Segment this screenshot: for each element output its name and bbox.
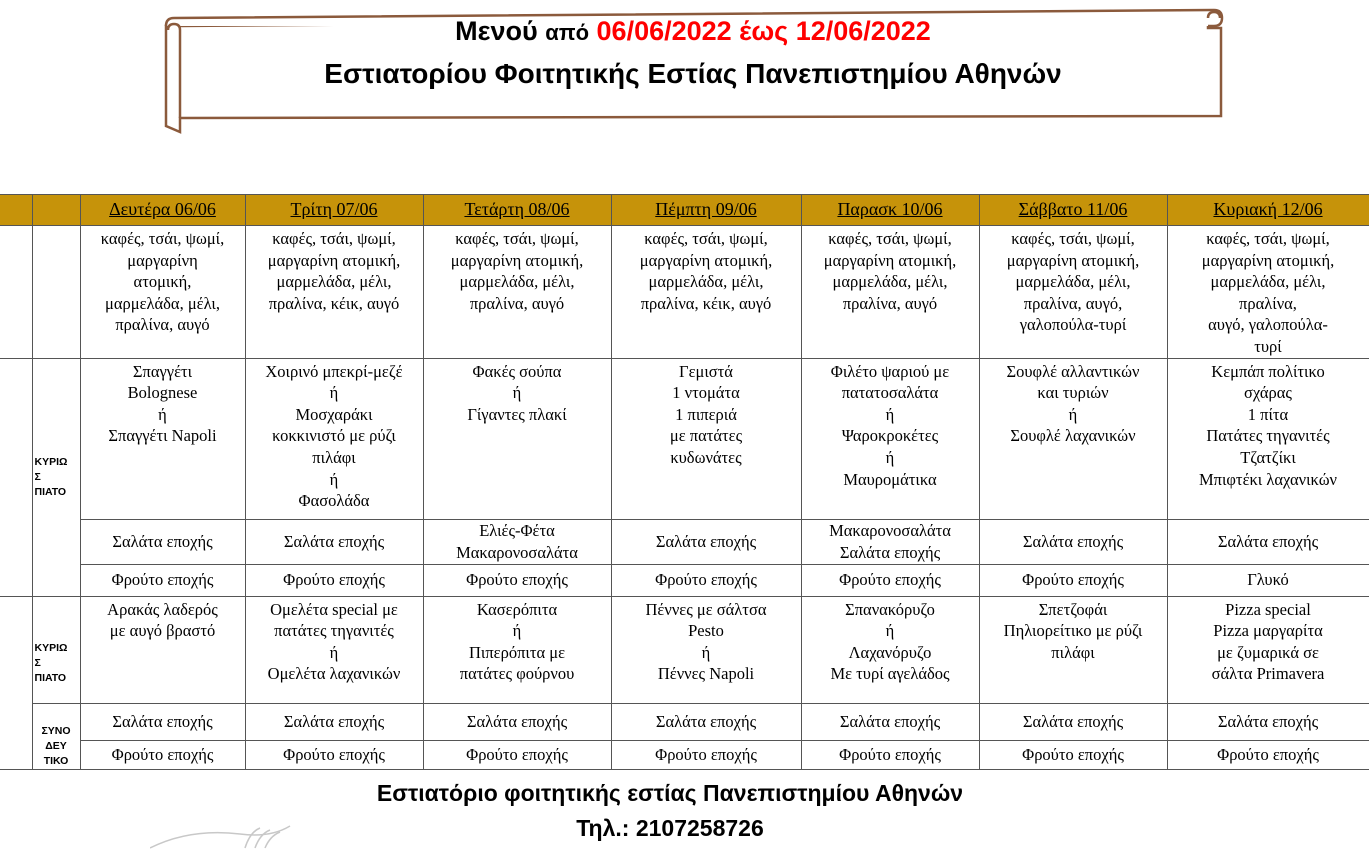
row-label-cell xyxy=(32,226,80,359)
menu-line: Γεμιστά xyxy=(679,361,733,381)
menu-cell xyxy=(1167,596,1369,703)
menu-cell xyxy=(801,519,979,564)
menu-cell xyxy=(423,226,611,359)
menu-line: ή xyxy=(329,383,339,403)
header-blank-cell xyxy=(0,195,32,226)
menu-line: πατάτες φούρνου xyxy=(459,664,575,684)
row-blank-cell xyxy=(0,226,32,359)
menu-cell xyxy=(611,226,801,359)
menu-line: σχάρας xyxy=(1244,383,1292,403)
menu-line: ατομική, xyxy=(133,272,192,292)
menu-line: μαργαρίνη ατομική, xyxy=(639,250,773,270)
menu-cell xyxy=(80,358,245,519)
restaurant-title: Εστιατορίου Φοιτητικής Εστίας Πανεπιστημίου Αθηνών xyxy=(324,58,1062,89)
header-blank-cell xyxy=(32,195,80,226)
menu-line: μαρμελάδα, μέλι, xyxy=(832,272,948,292)
breakfast-row xyxy=(0,226,1369,359)
menu-line: πραλίνα, κέικ, αυγό xyxy=(640,293,772,313)
menu-line: Μπιφτέκι λαχανικών xyxy=(1198,469,1338,489)
menu-cell xyxy=(979,358,1167,519)
menu-line: Φασολάδα xyxy=(298,491,370,511)
day-header: Τετάρτη 08/06 xyxy=(423,195,611,226)
lunch-main-row xyxy=(0,358,1369,519)
menu-line: Ψαροκροκέτες xyxy=(841,426,939,446)
dinner-main-row xyxy=(0,596,1369,703)
menu-cell: Σαλάτα εποχής xyxy=(611,703,801,741)
menu-line: Πατάτες τηγανιτές xyxy=(1206,426,1330,446)
menu-line: Σπανακόρυζο xyxy=(845,599,935,619)
menu-line: μαργαρίνη ατομική, xyxy=(1201,250,1335,270)
menu-cell xyxy=(423,358,611,519)
menu-line: μαργαρίνη ατομική, xyxy=(823,250,957,270)
menu-line: Γίγαντες πλακί xyxy=(467,404,567,424)
menu-line: Ομελέτα special με xyxy=(270,599,398,619)
menu-line: ή xyxy=(885,621,895,641)
menu-cell xyxy=(801,596,979,703)
menu-line: Pesto xyxy=(688,621,724,641)
menu-cell: Γλυκό xyxy=(1167,564,1369,596)
menu-line: πραλίνα, αυγό xyxy=(115,315,210,335)
menu-cell: Σαλάτα εποχής xyxy=(423,703,611,741)
menu-line: Σαλάτα εποχής xyxy=(283,531,385,551)
menu-line: 1 πιπεριά xyxy=(675,404,737,424)
menu-line: Σαλάτα εποχής xyxy=(112,531,213,551)
menu-line: Ομελέτα λαχανικών xyxy=(267,664,401,684)
menu-line: μαρμελάδα, μέλι, xyxy=(105,293,220,313)
menu-line: και τυριών xyxy=(1037,383,1109,403)
menu-line: πραλίνα, αυγό xyxy=(842,293,938,313)
day-header: Παρασκ 10/06 xyxy=(801,195,979,226)
menu-line: πραλίνα, xyxy=(1239,293,1297,313)
menu-line: Σαλάτα εποχής xyxy=(839,542,941,562)
menu-line: Πηλιορείτικο με ρύζι xyxy=(1003,621,1143,641)
menu-cell xyxy=(245,226,423,359)
menu-cell: Φρούτο εποχής xyxy=(979,741,1167,769)
menu-line: πατάτες τηγανιτές xyxy=(274,621,394,641)
weekly-menu-table xyxy=(0,194,1369,770)
menu-line: ή xyxy=(158,404,167,424)
menu-cell xyxy=(423,596,611,703)
menu-cell: Φρούτο εποχής xyxy=(245,564,423,596)
menu-line: Bolognese xyxy=(127,383,198,403)
menu-title: Μενού από 06/06/2022 έως 12/06/2022 xyxy=(455,16,931,46)
row-blank-cell xyxy=(0,358,32,596)
menu-cell: Φρούτο εποχής xyxy=(423,741,611,769)
menu-line: ή xyxy=(885,404,895,424)
lunch-fruit-row xyxy=(0,564,1369,596)
menu-cell: Σαλάτα εποχής xyxy=(80,703,245,741)
footer-restaurant-name: Εστιατόριο φοιτητικής εστίας Πανεπιστημίου Αθηνών xyxy=(376,780,964,806)
menu-line: πραλίνα, αυγό xyxy=(469,293,565,313)
menu-cell xyxy=(1167,226,1369,359)
menu-line: κυδωνάτες xyxy=(670,447,742,467)
menu-line: μαρμελάδα, μέλι, xyxy=(459,272,575,292)
menu-line: Λαχανόρυζο xyxy=(848,642,932,662)
menu-line: ή xyxy=(329,642,339,662)
menu-line: Σπαγγέτι Napoli xyxy=(108,426,217,446)
lunch-salad-row xyxy=(0,519,1369,564)
footer-phone: Τηλ.: 2107258726 xyxy=(576,815,764,841)
day-header: Δευτέρα 06/06 xyxy=(80,195,245,226)
menu-line: ή xyxy=(329,469,339,489)
decorative-flourish-icon xyxy=(150,822,310,849)
menu-line: ή xyxy=(1068,404,1078,424)
menu-cell xyxy=(801,358,979,519)
menu-line: μαργαρίνη ατομική, xyxy=(267,250,401,270)
lunch-main-label: ΚΥΡΙΩ Σ ΠΙΑΤΟ xyxy=(32,358,80,596)
menu-cell xyxy=(979,519,1167,564)
menu-line: Πέννες με σάλτσα xyxy=(645,599,767,619)
menu-line: Πιπερόπιτα με xyxy=(468,642,566,662)
menu-cell xyxy=(80,596,245,703)
day-header: Τρίτη 07/06 xyxy=(245,195,423,226)
menu-line: πατατοσαλάτα xyxy=(841,383,939,403)
menu-line: Χοιρινό μπεκρί-μεζέ xyxy=(265,361,403,381)
menu-cell: Φρούτο εποχής xyxy=(245,741,423,769)
menu-line: γαλοπούλα-τυρί xyxy=(1019,315,1127,335)
menu-line: Αρακάς λαδερός xyxy=(107,599,218,619)
dinner-fruit-row xyxy=(0,741,1369,769)
menu-cell: Φρούτο εποχής xyxy=(611,564,801,596)
menu-line: Κασερόπιτα xyxy=(476,599,558,619)
menu-line: πιλάφι xyxy=(1051,642,1095,662)
menu-cell: Φρούτο εποχής xyxy=(979,564,1167,596)
menu-cell xyxy=(611,519,801,564)
menu-line: 1 πίτα xyxy=(1247,404,1289,424)
menu-line: μαρμελάδα, μέλι, xyxy=(1210,272,1326,292)
menu-line: ή xyxy=(512,621,522,641)
menu-cell xyxy=(1167,358,1369,519)
day-header: Κυριακή 12/06 xyxy=(1167,195,1369,226)
menu-line: Σαλάτα εποχής xyxy=(655,531,757,551)
menu-line: τυρί xyxy=(1254,336,1282,356)
menu-cell xyxy=(245,519,423,564)
menu-cell: Σαλάτα εποχής xyxy=(1167,703,1369,741)
menu-cell: Φρούτο εποχής xyxy=(80,564,245,596)
day-header: Σάββατο 11/06 xyxy=(979,195,1167,226)
side-dish-label: ΣΥΝΟ ΔΕΥ ΤΙΚΟ xyxy=(32,703,80,769)
menu-line: καφές, τσάι, ψωμί, xyxy=(644,229,768,248)
menu-line: 1 ντομάτα xyxy=(672,383,740,403)
menu-line: καφές, τσάι, ψωμί, xyxy=(828,229,952,248)
menu-line: Σαλάτα εποχής xyxy=(1217,531,1319,551)
menu-line: Pizza μαργαρίτα xyxy=(1213,621,1323,641)
menu-line: Σπετζοφάι xyxy=(1038,599,1108,619)
menu-line: πιλάφι xyxy=(312,447,356,467)
menu-line: κοκκινιστό με ρύζι xyxy=(272,426,396,446)
day-header: Πέμπτη 09/06 xyxy=(611,195,801,226)
menu-cell: Φρούτο εποχής xyxy=(423,564,611,596)
menu-cell: Σαλάτα εποχής xyxy=(801,703,979,741)
menu-line: Pizza special xyxy=(1225,599,1311,619)
menu-cell xyxy=(611,596,801,703)
menu-line: πραλίνα, κέικ, αυγό xyxy=(268,293,400,313)
menu-cell xyxy=(80,519,245,564)
menu-line: Με τυρί αγελάδος xyxy=(830,664,950,684)
menu-line: Μακαρονοσαλάτα xyxy=(456,542,578,562)
menu-line: Σπαγγέτι xyxy=(132,361,193,381)
menu-line: Κεμπάπ πολίτικο xyxy=(1211,361,1325,381)
menu-line: Σουφλέ λαχανικών xyxy=(1010,426,1136,446)
menu-cell xyxy=(801,226,979,359)
menu-line: καφές, τσάι, ψωμί, xyxy=(272,229,396,248)
menu-line: Μακαρονοσαλάτα xyxy=(829,520,951,540)
menu-line: καφές, τσάι, ψωμί, xyxy=(1206,229,1330,248)
menu-line: Πέννες Napoli xyxy=(657,664,755,684)
menu-line: μαργαρίνη xyxy=(127,250,198,270)
menu-line: με αυγό βραστό xyxy=(109,621,216,641)
menu-line: με πατάτες xyxy=(669,426,743,446)
menu-line: Σαλάτα εποχής xyxy=(1022,531,1124,551)
menu-cell xyxy=(80,226,245,359)
menu-cell xyxy=(1167,519,1369,564)
menu-line: ή xyxy=(885,447,895,467)
menu-line: μαρμελάδα, μέλι, xyxy=(276,272,392,292)
menu-line: Μοσχαράκι xyxy=(295,404,373,424)
menu-line: με ζυμαρικά σε xyxy=(1217,642,1319,662)
menu-cell: Σαλάτα εποχής xyxy=(245,703,423,741)
menu-line: μαρμελάδα, μέλι, xyxy=(648,272,764,292)
menu-cell xyxy=(245,596,423,703)
menu-line: πραλίνα, αυγό, xyxy=(1023,293,1123,313)
menu-cell xyxy=(245,358,423,519)
menu-cell: Σαλάτα εποχής xyxy=(979,703,1167,741)
menu-line: καφές, τσάι, ψωμί, xyxy=(1011,229,1135,248)
menu-cell: Φρούτο εποχής xyxy=(611,741,801,769)
dinner-salad-row xyxy=(0,703,1369,741)
menu-cell xyxy=(423,519,611,564)
menu-line: Μαυρομάτικα xyxy=(843,469,937,489)
menu-cell xyxy=(979,596,1167,703)
menu-cell: Φρούτο εποχής xyxy=(801,564,979,596)
menu-line: καφές, τσάι, ψωμί, xyxy=(455,229,579,248)
menu-line: αυγό, γαλοπούλα- xyxy=(1208,315,1328,335)
menu-line: σάλτα Primavera xyxy=(1211,664,1325,684)
menu-cell: Φρούτο εποχής xyxy=(80,741,245,769)
menu-cell xyxy=(979,226,1167,359)
menu-line: Τζατζίκι xyxy=(1240,447,1296,467)
menu-line: μαργαρίνη ατομική, xyxy=(1006,250,1140,270)
menu-line: μαργαρίνη ατομική, xyxy=(450,250,584,270)
menu-line: Σουφλέ αλλαντικών xyxy=(1006,361,1140,381)
menu-cell: Φρούτο εποχής xyxy=(1167,741,1369,769)
row-blank-cell xyxy=(0,596,32,769)
menu-line: ή xyxy=(512,383,522,403)
menu-line: Φιλέτο ψαριού με xyxy=(830,361,950,381)
dinner-main-label: ΚΥΡΙΩ Σ ΠΙΑΤΟ xyxy=(32,596,80,703)
date-range: 06/06/2022 έως 12/06/2022 xyxy=(596,16,931,46)
menu-line: Φακές σούπα xyxy=(472,361,562,381)
menu-line: μαρμελάδα, μέλι, xyxy=(1015,272,1131,292)
menu-line: ή xyxy=(701,642,711,662)
menu-cell xyxy=(611,358,801,519)
menu-cell: Φρούτο εποχής xyxy=(801,741,979,769)
menu-line: Ελιές-Φέτα xyxy=(479,520,555,540)
menu-line: καφές, τσάι, ψωμί, xyxy=(100,229,225,248)
day-header-row xyxy=(0,195,1369,226)
